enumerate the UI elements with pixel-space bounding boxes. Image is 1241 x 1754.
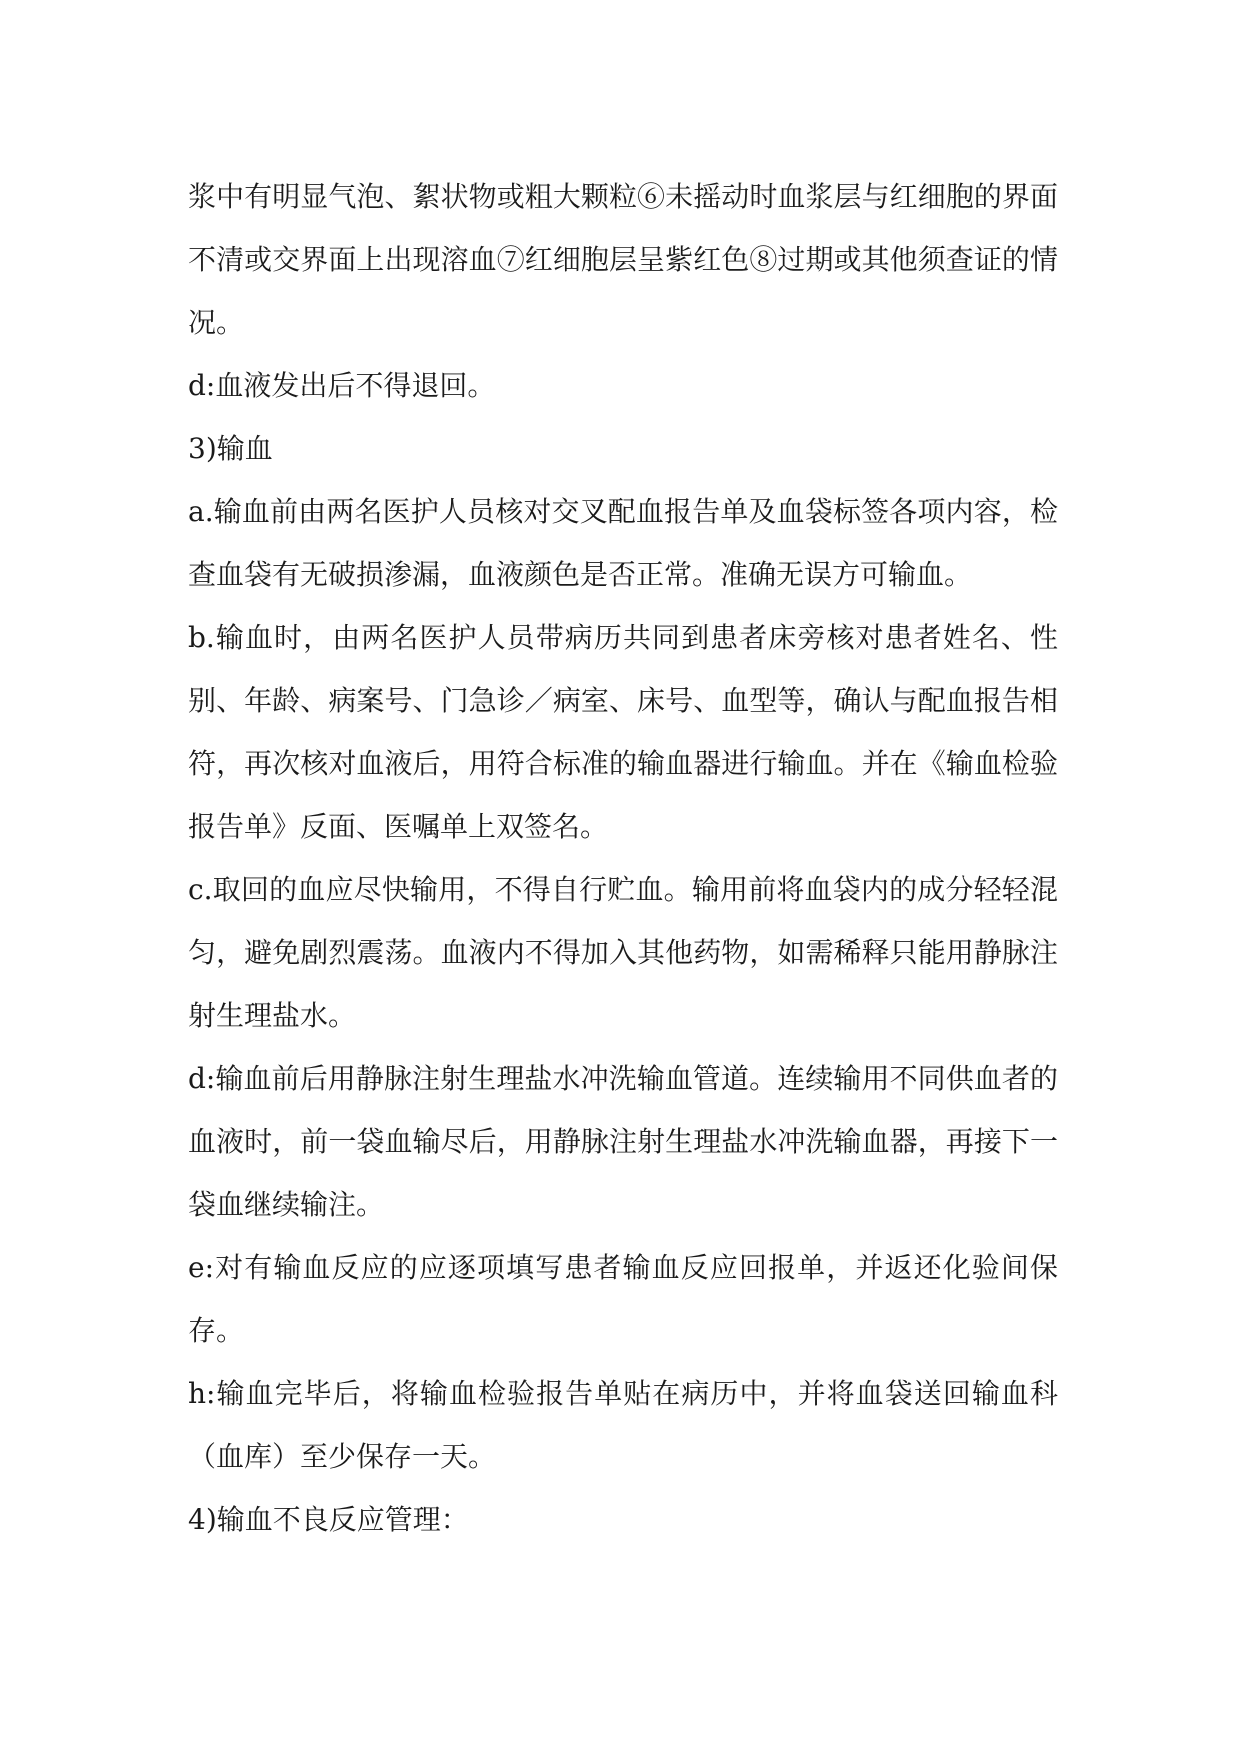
paragraph-item-a: a.输血前由两名医护人员核对交叉配血报告单及血袋标签各项内容，检查血袋有无破损渗漏，血液颜色是否正常。准确无误方可输血。 <box>188 495 1058 591</box>
document-body <box>188 165 1058 1551</box>
paragraph-item-c: c.取回的血应尽快输用，不得自行贮血。输用前将血袋内的成分轻轻混匀，避免剧烈震荡。血液内不得加入其他药物，如需稀释只能用静脉注射生理盐水。 <box>188 873 1058 1032</box>
section-heading-transfusion: 3)输血 <box>188 432 273 465</box>
paragraph-item-h: h:输血完毕后，将输血检验报告单贴在病历中，并将血袋送回输血科（血库）至少保存一天。 <box>188 1377 1058 1473</box>
paragraph-item-b: b.输血时，由两名医护人员带病历共同到患者床旁核对患者姓名、性别、年龄、病案号、门急诊／病室、床号、血型等，确认与配血报告相符，再次核对血液后，用符合标准的输血器进行输血。并在《输血检验报告单》反面、医嘱单上双签名。 <box>188 621 1058 843</box>
paragraph-item-e: e:对有输血反应的应逐项填写患者输血反应回报单，并返还化验间保存。 <box>188 1251 1058 1347</box>
paragraph-blood-inspection-criteria: 浆中有明显气泡、絮状物或粗大颗粒⑥未摇动时血浆层与红细胞的界面不清或交界面上出现溶血⑦红细胞层呈紫红色⑧过期或其他须查证的情况。 <box>188 180 1058 339</box>
paragraph-no-return: d:血液发出后不得退回。 <box>188 369 496 402</box>
paragraph-item-d: d:输血前后用静脉注射生理盐水冲洗输血管道。连续输用不同供血者的血液时，前一袋血输尽后，用静脉注射生理盐水冲洗输血器，再接下一袋血继续输注。 <box>188 1062 1058 1221</box>
section-heading-adverse-reactions: 4)输血不良反应管理： <box>188 1503 469 1536</box>
